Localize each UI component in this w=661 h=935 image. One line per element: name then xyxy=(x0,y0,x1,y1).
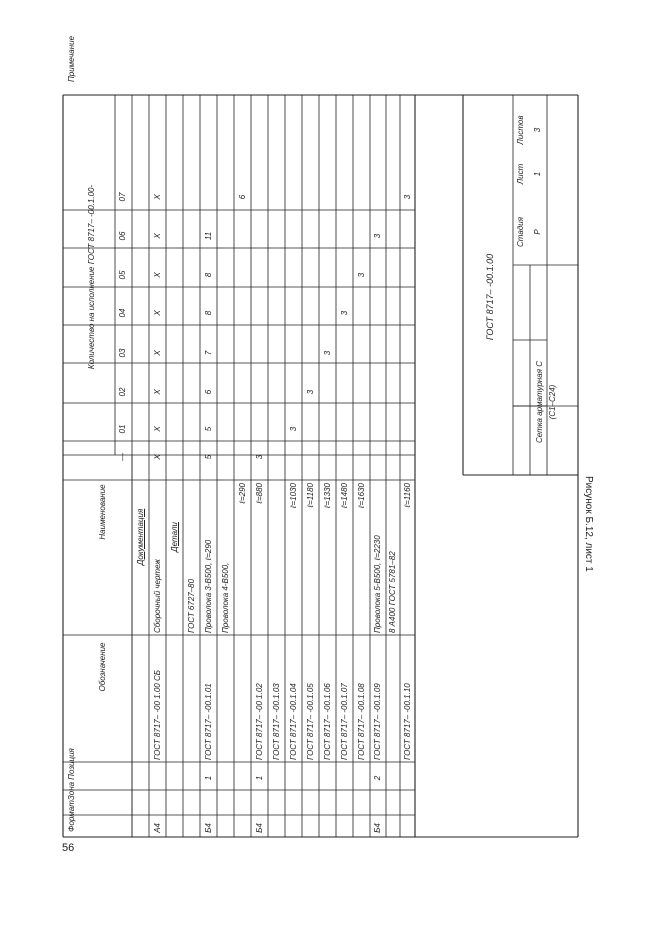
value-sheets: 3 xyxy=(533,127,542,133)
page-number: 56 xyxy=(62,842,75,854)
row-quantity: Х xyxy=(152,233,162,239)
header-designation: Обозначение xyxy=(98,642,107,692)
row-quantity: Х xyxy=(152,454,162,460)
row-name: Проволока 4-В500, xyxy=(220,562,230,633)
label-sheets: Листов xyxy=(516,115,525,145)
row-position: 1 xyxy=(254,775,264,781)
row-designation: ГОСТ 8717– -00.1.04 xyxy=(288,683,298,760)
row-position: 2 xyxy=(373,775,382,781)
row-format: Б4 xyxy=(373,823,382,833)
row-quantity: Х xyxy=(152,194,162,200)
row-quantity: 11 xyxy=(203,231,213,241)
row-format: Б4 xyxy=(203,823,213,833)
row-name: ℓ=1180 xyxy=(305,483,315,508)
row-quantity: 8 xyxy=(203,272,213,278)
row-quantity: 5 xyxy=(203,426,213,432)
row-name: ℓ=1330 xyxy=(322,483,332,509)
header-quantity: Количество на исполнение ГОСТ 8717– -00.1.00- xyxy=(87,184,96,370)
row-designation: ГОСТ 8717– -00.1.03 xyxy=(271,683,281,760)
header-note: Примечание xyxy=(67,35,76,83)
row-designation: ГОСТ 8717– -00.1.10 xyxy=(402,683,412,760)
row-quantity: Х xyxy=(152,272,162,278)
title-name: Сетка арматурная С xyxy=(535,360,544,444)
variant-label: 02 xyxy=(118,387,127,397)
row-quantity: 3 xyxy=(339,310,349,316)
header-name: Наименование xyxy=(98,484,107,540)
row-designation: ГОСТ 8717– -00.1.05 xyxy=(305,683,315,760)
row-format: Б4 xyxy=(254,823,264,833)
row-name: 8 А400 ГОСТ 5781–82 xyxy=(388,551,397,633)
row-name: Проволока 5-В500, ℓ=2230 xyxy=(373,535,382,633)
row-name: Документация xyxy=(135,508,145,566)
variant-label: 07 xyxy=(118,192,127,202)
row-designation: ГОСТ 8717– -00.1.09 xyxy=(373,683,382,760)
row-name: ℓ=290 xyxy=(237,483,247,504)
row-designation: ГОСТ 8717– -00 1.02 xyxy=(254,683,264,760)
row-quantity: Х xyxy=(152,310,162,316)
header-format: Формат xyxy=(67,800,76,832)
row-quantity: 3 xyxy=(305,389,315,395)
row-name: ГОСТ 6727–80 xyxy=(186,578,196,633)
row-quantity: 3 xyxy=(402,194,412,200)
variant-label: 06 xyxy=(118,231,127,241)
row-quantity: Х xyxy=(152,350,162,356)
variant-label: — xyxy=(118,453,127,461)
row-quantity: 6 xyxy=(203,389,213,395)
row-designation: ГОСТ 8717– -00.1.01 xyxy=(203,683,213,760)
row-name: ℓ=880 xyxy=(254,483,264,504)
row-designation: ГОСТ 8717– -00.1.08 xyxy=(356,683,366,760)
variant-label: 03 xyxy=(118,348,127,358)
row-name: ℓ=1030 xyxy=(288,483,298,509)
row-quantity: 3 xyxy=(373,233,382,239)
variant-label: 05 xyxy=(118,270,127,280)
row-quantity: 3 xyxy=(288,426,298,432)
row-name: Сборочный чертеж xyxy=(152,559,162,633)
label-sheet: Лист xyxy=(516,163,525,185)
row-quantity: 3 xyxy=(254,454,264,460)
variant-label: 04 xyxy=(118,308,127,318)
row-quantity: Х xyxy=(152,389,162,395)
variant-label: 01 xyxy=(118,424,127,434)
header-zone: Зона xyxy=(67,781,76,801)
row-designation: ГОСТ 8717– -00.1.06 xyxy=(322,683,332,760)
row-quantity: Х xyxy=(152,426,162,432)
value-stage: Р xyxy=(533,229,542,235)
value-sheet: 1 xyxy=(533,171,542,177)
table-grid xyxy=(94,95,578,837)
row-quantity: 3 xyxy=(322,350,332,356)
figure-caption: Рисунок Б.12, лист 1 xyxy=(583,476,594,572)
label-stage: Стадия xyxy=(516,217,525,247)
row-designation: ГОСТ 8717– -00 1.00 СБ xyxy=(152,670,162,760)
row-name: Проволока 3-В500, ℓ=290 xyxy=(203,539,213,633)
title-code: ГОСТ 8717– -00.1.00 xyxy=(485,253,495,341)
row-quantity: 8 xyxy=(203,310,213,316)
title-name-sub: (С1–С24) xyxy=(548,384,557,420)
row-quantity: 6 xyxy=(237,194,247,200)
row-designation: ГОСТ 8717– -00.1.07 xyxy=(339,683,349,760)
row-format: А4 xyxy=(152,823,162,833)
row-name: ℓ=1480 xyxy=(339,483,349,509)
header-position: Позиция xyxy=(67,748,76,780)
row-quantity: 7 xyxy=(203,350,213,356)
row-quantity: 3 xyxy=(356,272,366,278)
row-position: 1 xyxy=(203,775,213,781)
row-name: ℓ=1630 xyxy=(356,483,366,509)
row-name: ℓ=1160 xyxy=(402,483,412,508)
row-quantity: 5 xyxy=(203,454,213,460)
row-name: Детали xyxy=(169,522,179,552)
